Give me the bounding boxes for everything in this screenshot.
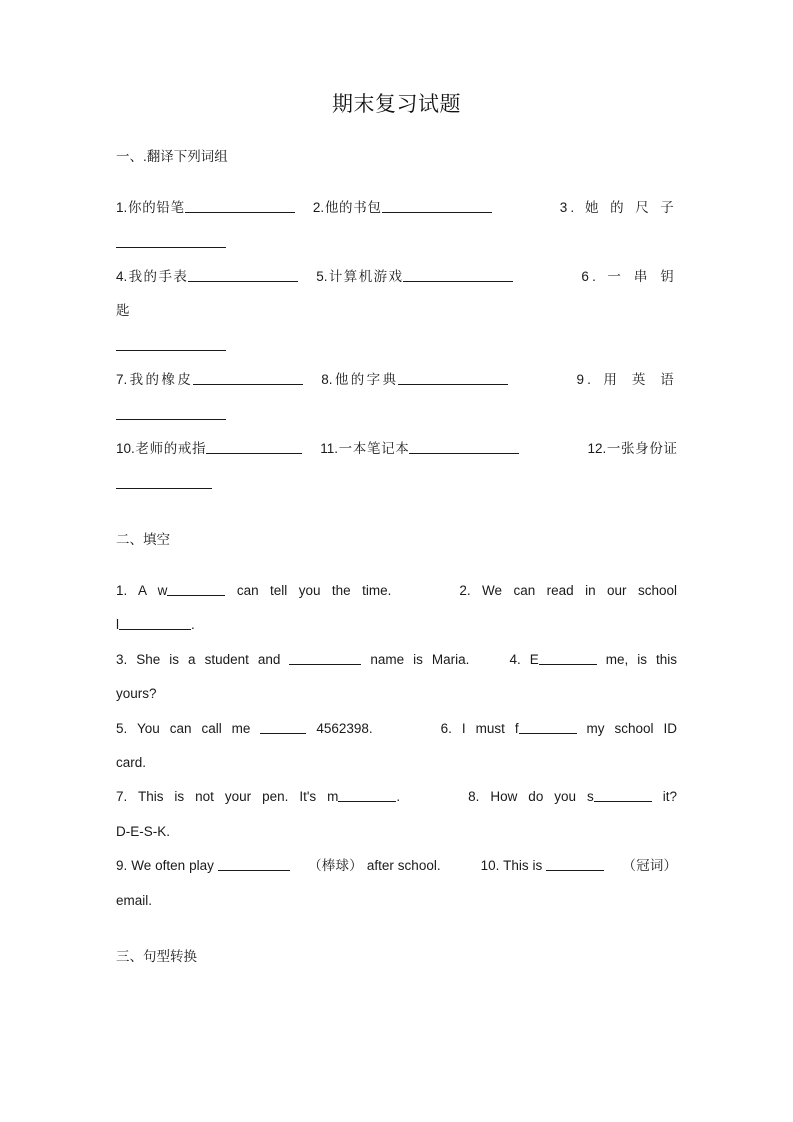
item-label-9: 9. 用 英 语 bbox=[576, 372, 677, 388]
fill-q8-continuation: D-E-S-K. bbox=[116, 823, 170, 839]
fill-row-5 bbox=[116, 849, 677, 883]
item-label-8: 8.他的字典 bbox=[321, 372, 399, 388]
translation-row-1-cont bbox=[116, 226, 677, 260]
item-label-2: 2.他的书包 bbox=[312, 200, 382, 216]
item-label-1: 1.你的铅笔 bbox=[116, 200, 185, 216]
page-title: 期末复习试题 bbox=[332, 93, 461, 116]
fill-q4-suffix: me, is this bbox=[596, 651, 678, 667]
translation-row-4 bbox=[116, 432, 677, 466]
fill-q7-suffix: . bbox=[396, 789, 401, 805]
translation-row-2-cont bbox=[116, 329, 677, 363]
fill-q1-suffix: can tell you the time. bbox=[225, 582, 392, 598]
fill-q3-prefix: 3. She is a student and bbox=[116, 651, 290, 667]
fill-row-3-cont bbox=[116, 746, 677, 780]
fill-q8-suffix: it? bbox=[651, 789, 677, 805]
section-heading-3: 三、句型转换 bbox=[116, 949, 197, 965]
fill-blank-3[interactable] bbox=[289, 651, 361, 664]
answer-blank-5[interactable] bbox=[403, 269, 513, 282]
translation-row-1 bbox=[116, 191, 677, 225]
item-label-10: 10.老师的戒指 bbox=[116, 441, 207, 457]
fill-q6-suffix: my school ID bbox=[576, 720, 677, 736]
fill-q2-letter: l bbox=[116, 617, 119, 633]
answer-blank-11[interactable] bbox=[409, 441, 519, 454]
fill-row-4 bbox=[116, 780, 677, 814]
fill-blank-2[interactable] bbox=[119, 617, 191, 630]
fill-q9-suffix: after school. bbox=[362, 858, 441, 874]
fill-q10-hint: （冠词） bbox=[622, 858, 678, 874]
answer-blank-6[interactable] bbox=[116, 337, 226, 350]
fill-q5-prefix: 5. You can call me bbox=[116, 720, 261, 736]
fill-q6-continuation: card. bbox=[116, 754, 147, 770]
fill-row-1-cont bbox=[116, 608, 677, 642]
section-heading-1: 一、.翻译下列词组 bbox=[116, 149, 228, 165]
answer-blank-10[interactable] bbox=[206, 441, 302, 454]
answer-blank-1[interactable] bbox=[185, 200, 295, 213]
fill-q9-prefix: 9. We often play bbox=[116, 858, 218, 874]
item-label-11: 11.一本笔记本 bbox=[320, 441, 410, 457]
answer-blank-7[interactable] bbox=[193, 372, 303, 385]
fill-row-3 bbox=[116, 712, 677, 746]
fill-blank-9[interactable] bbox=[218, 858, 290, 871]
fill-q2-prefix: 2. We can read in our school bbox=[459, 582, 677, 598]
translation-row-2 bbox=[116, 260, 677, 329]
fill-q1-prefix: 1. A w bbox=[116, 582, 168, 598]
fill-q6-prefix: 6. I must f bbox=[440, 720, 519, 736]
translation-row-3 bbox=[116, 363, 677, 397]
answer-blank-4[interactable] bbox=[188, 269, 298, 282]
fill-q2-suffix: . bbox=[191, 617, 195, 633]
fill-row-5-cont bbox=[116, 884, 677, 918]
answer-blank-9[interactable] bbox=[116, 406, 226, 419]
item-label-12: 12.一张身份证 bbox=[587, 441, 677, 457]
fill-blank-4[interactable] bbox=[539, 651, 597, 664]
fill-row-2 bbox=[116, 643, 677, 677]
fill-q10-continuation: email. bbox=[116, 892, 153, 908]
fill-q4-prefix: 4. E bbox=[509, 651, 539, 667]
fill-blank-10[interactable] bbox=[546, 858, 604, 871]
document-content bbox=[116, 92, 677, 991]
answer-blank-12[interactable] bbox=[116, 475, 212, 488]
fill-q9-hint: （棒球） bbox=[307, 858, 363, 874]
fill-q10-prefix: 10. This is bbox=[480, 858, 547, 874]
section-heading-2: 二、填空 bbox=[116, 531, 170, 547]
answer-blank-2[interactable] bbox=[382, 200, 492, 213]
fill-row-1 bbox=[116, 574, 677, 608]
fill-q5-suffix: 4562398. bbox=[306, 720, 373, 736]
answer-blank-3[interactable] bbox=[116, 234, 226, 247]
fill-row-2-cont bbox=[116, 677, 677, 711]
fill-blank-5[interactable] bbox=[260, 720, 306, 733]
item-label-7: 7.我的橡皮 bbox=[116, 372, 194, 388]
fill-blank-1[interactable] bbox=[167, 582, 225, 595]
translation-row-3-cont bbox=[116, 398, 677, 432]
fill-q8-prefix: 8. How do you s bbox=[468, 789, 594, 805]
item-label-4: 4.我的手表 bbox=[116, 268, 189, 284]
item-label-5: 5.计算机游戏 bbox=[316, 268, 404, 284]
fill-blank-8[interactable] bbox=[594, 789, 652, 802]
fill-q3-suffix: name is Maria. bbox=[361, 651, 470, 667]
item-label-3: 3. 她 的 尺 子 bbox=[559, 200, 678, 216]
translation-row-4-cont bbox=[116, 467, 677, 501]
fill-q4-continuation: yours? bbox=[116, 686, 157, 702]
fill-blank-6[interactable] bbox=[519, 720, 577, 733]
answer-blank-8[interactable] bbox=[398, 372, 508, 385]
fill-row-4-cont bbox=[116, 815, 677, 849]
fill-q7-prefix: 7. This is not your pen. It's m bbox=[116, 789, 339, 805]
item-label-6: 6. 一 串 钥 匙 bbox=[116, 268, 677, 319]
fill-blank-7[interactable] bbox=[338, 789, 396, 802]
